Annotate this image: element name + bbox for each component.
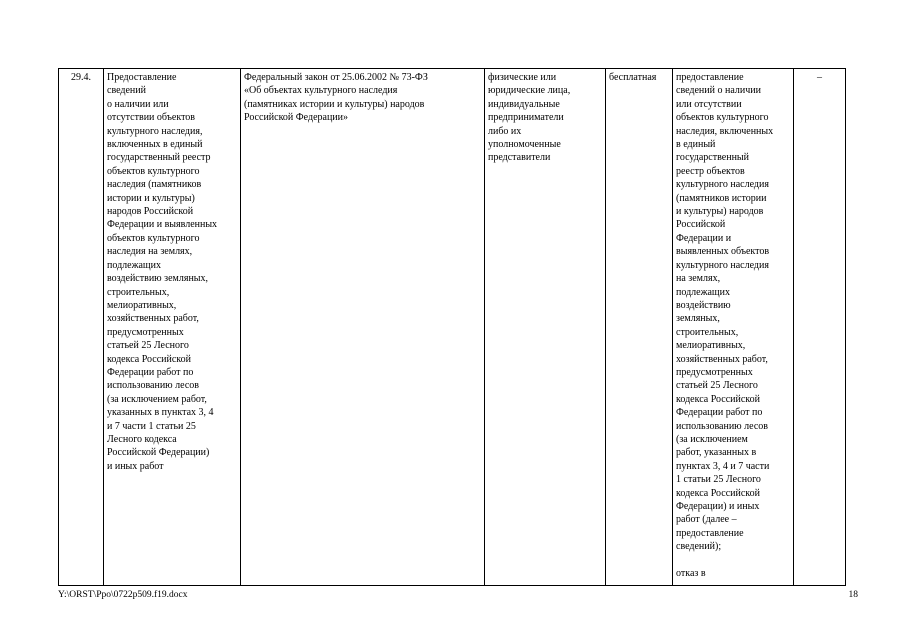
legal-basis-cell: Федеральный закон от 25.06.2002 № 73-ФЗ «Об объектах культурного наследия (памятниках истории и культуры) народов Российской Федерации»: [241, 69, 485, 586]
result-cell: предоставление сведений о наличии или отсутствии объектов культурного наследия, включенных в единый государственный реестр объектов культурного наследия (памятников истории и культуры) народов Российской Федерации и выявленных объектов культурного наследия на землях, подлежащих воздействию земляных, строительных, мелиоративных, хозяйственных работ, предусмотренных статьей 25 Лесного кодекса Российской Федерации работ по использованию лесов (за исключением работ, указанных в пунктах 3, 4 и 7 части 1 статьи 25 Лесного кодекса Российской Федерации) и иных работ (далее – предоставление сведений); отказ в: [673, 69, 794, 586]
table-row: [59, 69, 846, 586]
fee-cell: бесплатная: [606, 69, 673, 586]
footer-page-number: 18: [848, 590, 858, 600]
applicants-cell: физические или юридические лица, индивидуальные предприниматели либо их уполномоченные представители: [485, 69, 606, 586]
service-name-cell: Предоставление сведений о наличии или отсутствии объектов культурного наследия, включенных в единый государственный реестр объектов культурного наследия (памятников истории и культуры) народов Российской Федерации и выявленных объектов культурного наследия на землях, подлежащих воздействию земляных, строительных, мелиоративных, хозяйственных работ, предусмотренных статьей 25 Лесного кодекса Российской Федерации работ по использованию лесов (за исключением работ, указанных в пунктах 3, 4 и 7 части 1 статьи 25 Лесного кодекса Российской Федерации) и иных работ: [104, 69, 241, 586]
note-cell: –: [794, 69, 846, 586]
footer-file-path: Y:\ORST\Ppo\0722p509.f19.docx: [58, 590, 188, 600]
services-table: [58, 68, 846, 586]
row-number-cell: 29.4.: [59, 69, 104, 586]
